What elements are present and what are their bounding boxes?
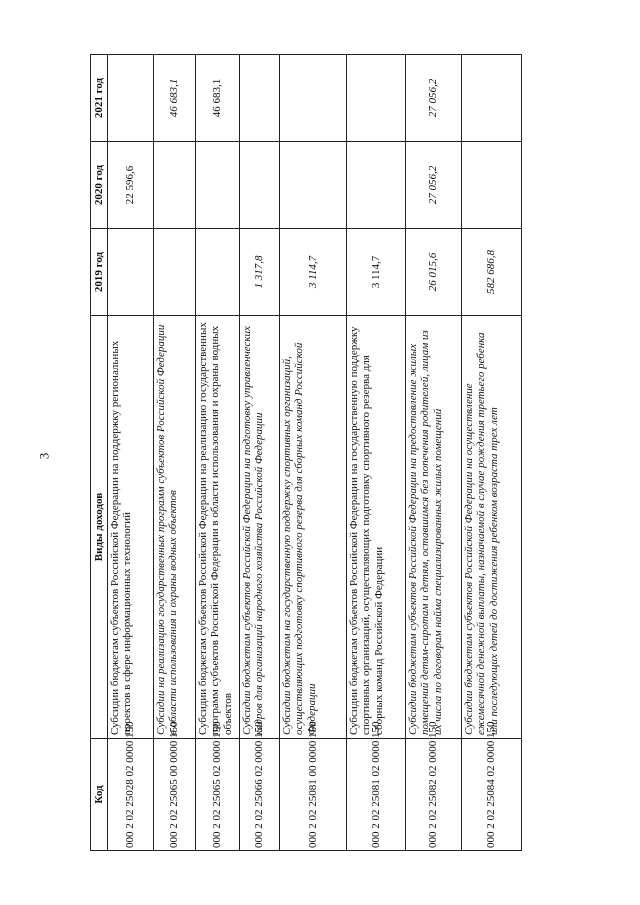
cell-code: 000 2 02 25081 02 0000 150 [347, 739, 406, 851]
cell-2020 [154, 142, 196, 229]
cell-2021 [462, 55, 522, 142]
cell-2021: 46 683,1 [154, 55, 196, 142]
table-row [154, 55, 196, 851]
cell-code: 000 2 02 25065 02 0000 150 [196, 739, 240, 851]
cell-description: Субсидии бюджетам субъектов Российской Федерации на государственную поддержку спортивных организаций, осуществляющих подготовку спортивного резерва для сборных команд Российской Федерации [347, 316, 406, 739]
table-row [196, 55, 240, 851]
header-2021: 2021 год [91, 55, 108, 142]
cell-code: 000 2 02 25028 02 0000 150 [108, 739, 154, 851]
cell-2020: 27 056,2 [406, 142, 462, 229]
cell-2020 [240, 142, 280, 229]
cell-2020 [462, 142, 522, 229]
header-2020: 2020 год [91, 142, 108, 229]
cell-2021 [240, 55, 280, 142]
cell-2019 [108, 229, 154, 316]
cell-2019: 26 015,6 [406, 229, 462, 316]
table-row [280, 55, 347, 851]
revenue-table [90, 54, 522, 851]
header-revenue-type: Виды доходов [91, 316, 108, 739]
cell-description: Субсидии на реализацию государственных программ субъектов Российской Федерации в области использования и охраны водных объектов [154, 316, 196, 739]
table-header-row [91, 55, 108, 851]
cell-2020 [280, 142, 347, 229]
table-row [347, 55, 406, 851]
cell-2020: 22 596,6 [108, 142, 154, 229]
cell-description: Субсидии бюджетам субъектов Российской Федерации на реализацию государственных программ субъектов Российской Федерации в области использования и охраны водных объектов [196, 316, 240, 739]
cell-description: Субсидии бюджетам субъектов Российской Федерации на подготовку управленческих кадров для организаций народного хозяйства Российской Федерации [240, 316, 280, 739]
cell-code: 000 2 02 25082 02 0000 150 [406, 739, 462, 851]
header-code: Код [91, 739, 108, 851]
cell-2021 [347, 55, 406, 142]
cell-2019: 1 317,8 [240, 229, 280, 316]
cell-description: Субсидии бюджетам субъектов Российской Федерации на осуществление ежемесячной денежной выплаты, назначаемой в случае рождения третьего ребенка или последующих детей до достижения ребенком возраста трех лет [462, 316, 522, 739]
cell-2020 [347, 142, 406, 229]
cell-2019: 582 686,8 [462, 229, 522, 316]
cell-2019 [154, 229, 196, 316]
cell-2020 [196, 142, 240, 229]
cell-2021 [108, 55, 154, 142]
table-row [462, 55, 522, 851]
cell-code: 000 2 02 25084 02 0000 150 [462, 739, 522, 851]
rotated-table-container [90, 55, 621, 851]
cell-description: Субсидии бюджетам субъектов Российской Федерации на предоставление жилых помещений детям-сиротам и детям, оставшимся без попечения родителей, лицам из их числа по договорам найма специализированных жилых помещений [406, 316, 462, 739]
cell-code: 000 2 02 25081 00 0000 150 [280, 739, 347, 851]
cell-2019: 3 114,7 [347, 229, 406, 316]
cell-2021: 46 683,1 [196, 55, 240, 142]
cell-2019: 3 114,7 [280, 229, 347, 316]
table-row [108, 55, 154, 851]
cell-2021 [280, 55, 347, 142]
page-number: 3 [36, 452, 52, 460]
cell-code: 000 2 02 25066 02 0000 150 [240, 739, 280, 851]
table-row [406, 55, 462, 851]
table-row [240, 55, 280, 851]
cell-2021: 27 056,2 [406, 55, 462, 142]
cell-description: Субсидии бюджетам субъектов Российской Федерации на поддержку региональных проектов в сфере информационных технологий [108, 316, 154, 739]
header-2019: 2019 год [91, 229, 108, 316]
cell-description: Субсидии бюджетам на государственную поддержку спортивных организаций, осуществляющих подготовку спортивного резерва для сборных команд Российской Федерации [280, 316, 347, 739]
cell-code: 000 2 02 25065 00 0000 150 [154, 739, 196, 851]
cell-2019 [196, 229, 240, 316]
